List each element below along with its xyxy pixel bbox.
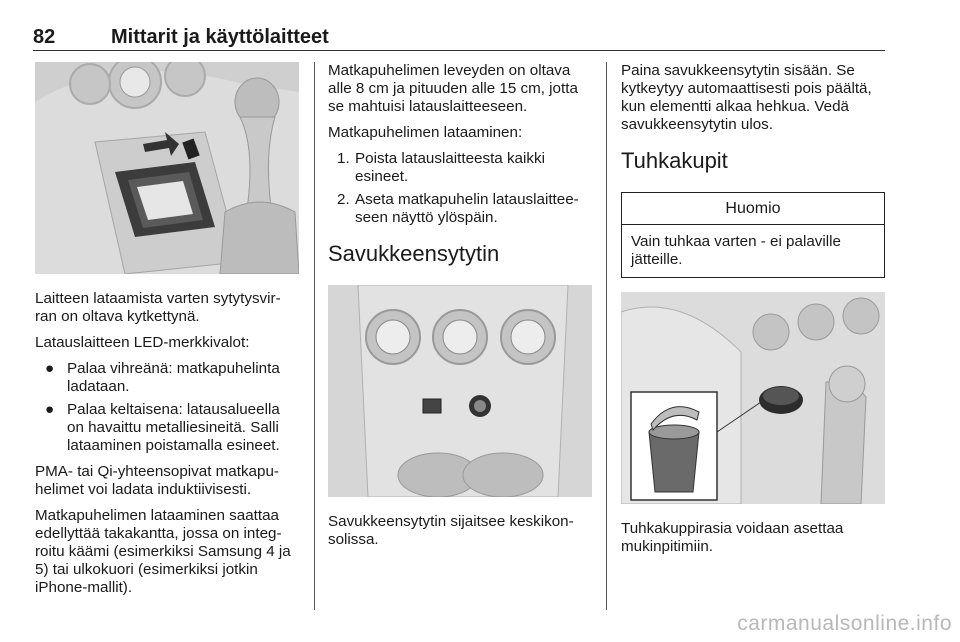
paragraph: Matkapuhelimen lataaminen saattaa edellyttää takakantta, jossa on integ-roitu käämi (esimerkiksi Samsung 4 ja 5) tai ulkokuori (esimerkiksi jotkin iPhone-mallit).: [35, 507, 291, 596]
bullet-icon: ●: [45, 360, 55, 377]
paragraph: Savukkeensytytin sijaitsee keskikon-solissa.: [328, 513, 574, 548]
page-header: [33, 26, 885, 48]
paragraph: Laitteen lataamista varten sytytysvir-ran on oltava kytkettynä.: [35, 290, 281, 325]
paragraph: Tuhkakuppirasia voidaan asettaa mukinpitimiin.: [621, 520, 844, 555]
chapter-title: Mittarit ja käyttölaitteet: [111, 26, 329, 48]
column-3: [621, 62, 885, 564]
column-divider-2: [606, 62, 607, 610]
wireless-charger-illustration: [35, 62, 299, 274]
list-item: ● Palaa keltaisena: latausalueella on havaittu metalliesineitä. Salli lataaminen poistamalla esineet.: [45, 401, 280, 454]
section-heading: Tuhkakupit: [621, 148, 728, 173]
caution-text: Vain tuhkaa varten - ei palaville jätteille.: [631, 233, 841, 268]
list-item: 1. Poista latauslaitteesta kaikki esineet.: [337, 150, 545, 185]
list-item: 2. Aseta matkapuhelin latauslaittee-seen näyttö ylöspäin.: [337, 191, 579, 226]
column-1: [35, 62, 299, 605]
led-status-list: [35, 360, 299, 455]
page-number: 82: [33, 26, 56, 48]
paragraph: Matkapuhelimen leveyden on oltava alle 8 cm ja pituuden alle 15 cm, jotta se mahtuisi latauslaitteeseen.: [328, 62, 578, 115]
column-2: [328, 62, 592, 557]
charging-steps-list: [328, 150, 592, 227]
paragraph: Paina savukkeensytytin sisään. Se kytkeytyy automaattisesti pois päältä, kun elementti alkaa hehkua. Vedä savukkeensytytin ulos.: [621, 62, 872, 133]
paragraph: Latauslaitteen LED-merkkivalot:: [35, 334, 250, 351]
ashtray-illustration: [621, 292, 885, 504]
list-item: ● Palaa vihreänä: matkapuhelinta ladataan.: [45, 360, 280, 395]
caution-title: Huomio: [622, 193, 884, 225]
bullet-icon: ●: [45, 401, 55, 418]
column-divider-1: [314, 62, 315, 610]
paragraph: Matkapuhelimen lataaminen:: [328, 124, 523, 141]
header-rule: [33, 50, 885, 51]
section-heading: Savukkeensytytin: [328, 241, 500, 266]
caution-box: [621, 192, 885, 278]
watermark: carmanualsonline.info: [737, 612, 952, 635]
cigarette-lighter-illustration: [328, 285, 592, 497]
paragraph: PMA- tai Qi-yhteensopivat matkapu-helimet voi ladata induktiivisesti.: [35, 463, 279, 498]
